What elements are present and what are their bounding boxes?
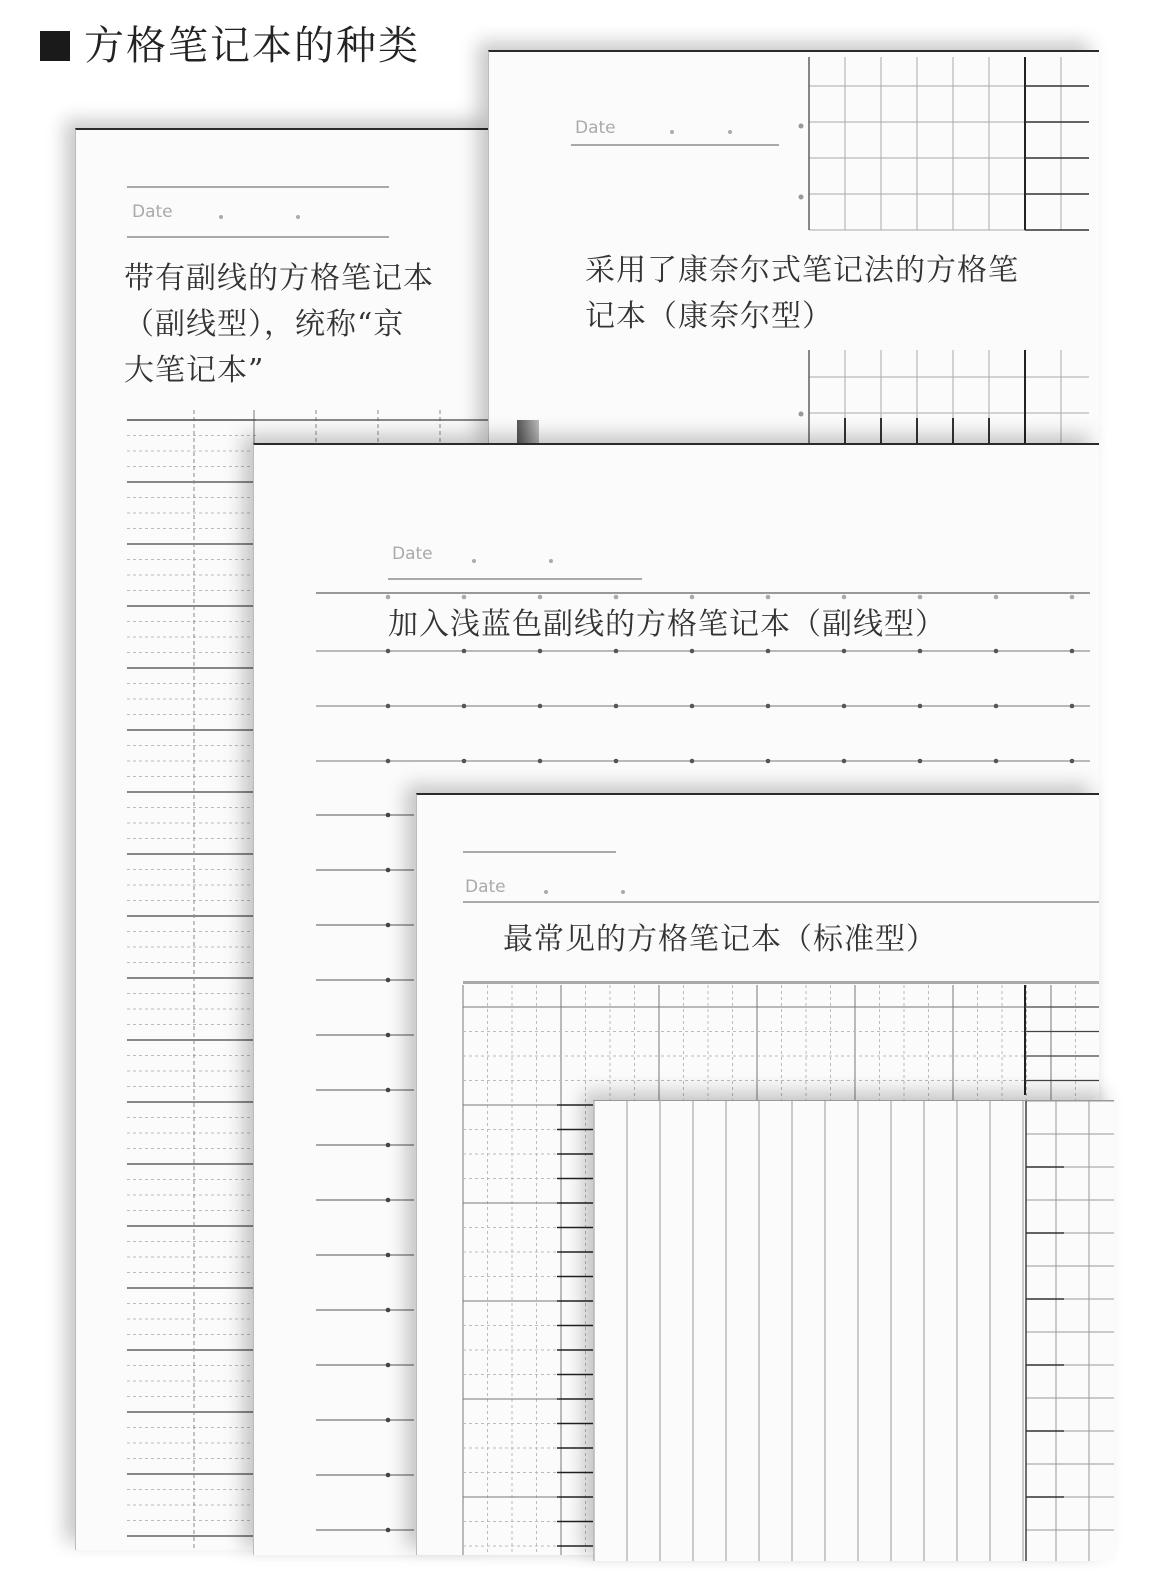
notebook-grid-page [593, 1100, 1114, 1561]
grid-dot [994, 595, 999, 600]
grid-page [594, 1101, 1114, 1561]
date-label: Date [132, 202, 173, 222]
grid-dot [386, 1473, 391, 1478]
grid-dot [842, 704, 847, 709]
caption-line: 大笔记本” [124, 353, 265, 388]
caption-line: 采用了康奈尔式笔记法的方格笔 [585, 253, 1019, 288]
grid-dot [918, 759, 923, 764]
grid-dot [386, 704, 391, 709]
grid-dot [386, 1528, 391, 1533]
grid-dot [994, 649, 999, 654]
grid-dot [614, 759, 619, 764]
figure-heading [40, 18, 420, 74]
grid-dot [462, 704, 467, 709]
grid-dot [1070, 649, 1075, 654]
grid-dot [386, 1363, 391, 1368]
grid-dot [766, 759, 771, 764]
grid-dot [1070, 704, 1075, 709]
grid-dot [386, 1308, 391, 1313]
grid-dot [538, 649, 543, 654]
grid-dot [386, 813, 391, 818]
grid-dot [994, 759, 999, 764]
notebook-cornell [488, 50, 1099, 452]
grid-dot [386, 1253, 391, 1258]
grid-dot [386, 1198, 391, 1203]
date-label: Date [392, 544, 433, 564]
grid-dot [386, 1088, 391, 1093]
grid-dot [614, 649, 619, 654]
grid-dot [386, 649, 391, 654]
grid-dot [918, 595, 923, 600]
grid-dot [994, 704, 999, 709]
caption-cornell [569, 242, 1033, 346]
grid-dot [386, 978, 391, 983]
grid-dot [766, 649, 771, 654]
grid-dot [690, 595, 695, 600]
grid-dot [462, 759, 467, 764]
caption-line: 加入浅蓝色副线的方格笔记本（副线型） [388, 607, 946, 642]
grid-dot [614, 595, 619, 600]
caption-light-blue [382, 602, 952, 648]
grid-dot [1070, 595, 1075, 600]
grid-dot [538, 759, 543, 764]
grid-dot [799, 412, 804, 417]
heading-square-bullet [40, 31, 70, 61]
date-label: Date [465, 877, 506, 897]
grid-dot [766, 704, 771, 709]
grid-dot [842, 759, 847, 764]
grid-dot [614, 704, 619, 709]
caption-line: 带有副线的方格笔记本 [124, 261, 434, 296]
grid-dot [918, 704, 923, 709]
date-label: Date [575, 118, 616, 138]
grid-dot [842, 649, 847, 654]
caption-line: 记本（康奈尔型） [585, 299, 833, 334]
grid-dot [462, 649, 467, 654]
grid-dot [918, 649, 923, 654]
grid-dot [386, 1033, 391, 1038]
grid-dot [462, 595, 467, 600]
grid-dot [538, 595, 543, 600]
grid-dot [386, 923, 391, 928]
grid-dot [1070, 759, 1075, 764]
grid-dot [386, 595, 391, 600]
caption-line: （副线型），统称“京 [124, 307, 405, 342]
grid-dot [386, 868, 391, 873]
grid-dot [842, 595, 847, 600]
grid-dot [690, 649, 695, 654]
grid-dot [766, 595, 771, 600]
grid-dot [690, 704, 695, 709]
grid-dot [799, 195, 804, 200]
grid-dot [799, 124, 804, 129]
grid-dot [690, 759, 695, 764]
heading-text: 方格笔记本的种类 [84, 23, 420, 69]
grid-dot [386, 759, 391, 764]
grid-dot [538, 704, 543, 709]
caption-line: 最常见的方格笔记本（标准型） [503, 922, 937, 957]
grid-dot [386, 1143, 391, 1148]
grid-dot [386, 1418, 391, 1423]
